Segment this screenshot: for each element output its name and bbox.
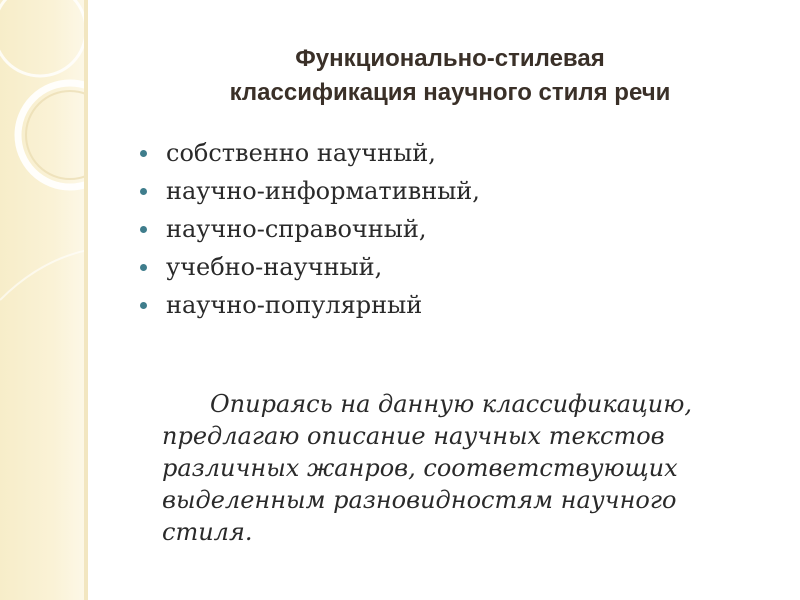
bullet-dot-icon [140, 264, 147, 271]
bullet-dot-icon [140, 188, 147, 195]
decorative-side-band [0, 0, 88, 600]
bullet-label: научно-популярный [166, 291, 423, 319]
bullet-dot-icon [140, 226, 147, 233]
bullet-item [140, 172, 480, 210]
bullet-label: собственно научный, [166, 139, 436, 167]
side-band-edge [84, 0, 88, 600]
bullet-item [140, 286, 480, 324]
bullet-label: научно-информативный, [166, 177, 480, 205]
description-paragraph: Опираясь на данную классификацию, предлагаю описание научных текстов различных жанров, соответствующих выделенным разновидностям научного стиля. [162, 390, 692, 546]
bullet-label: научно-справочный, [166, 215, 427, 243]
bullet-item [140, 210, 480, 248]
decorative-rings-graphic [0, 0, 88, 600]
bullet-list [140, 134, 480, 324]
bullet-label: учебно-научный, [166, 253, 383, 281]
slide-title [150, 42, 750, 110]
title-line-1: Функционально-стилевая [295, 45, 605, 72]
bullet-dot-icon [140, 150, 147, 157]
bullet-dot-icon [140, 302, 147, 309]
bullet-item [140, 134, 480, 172]
title-line-2: классификация научного стиля речи [229, 79, 671, 106]
bullet-item [140, 248, 480, 286]
